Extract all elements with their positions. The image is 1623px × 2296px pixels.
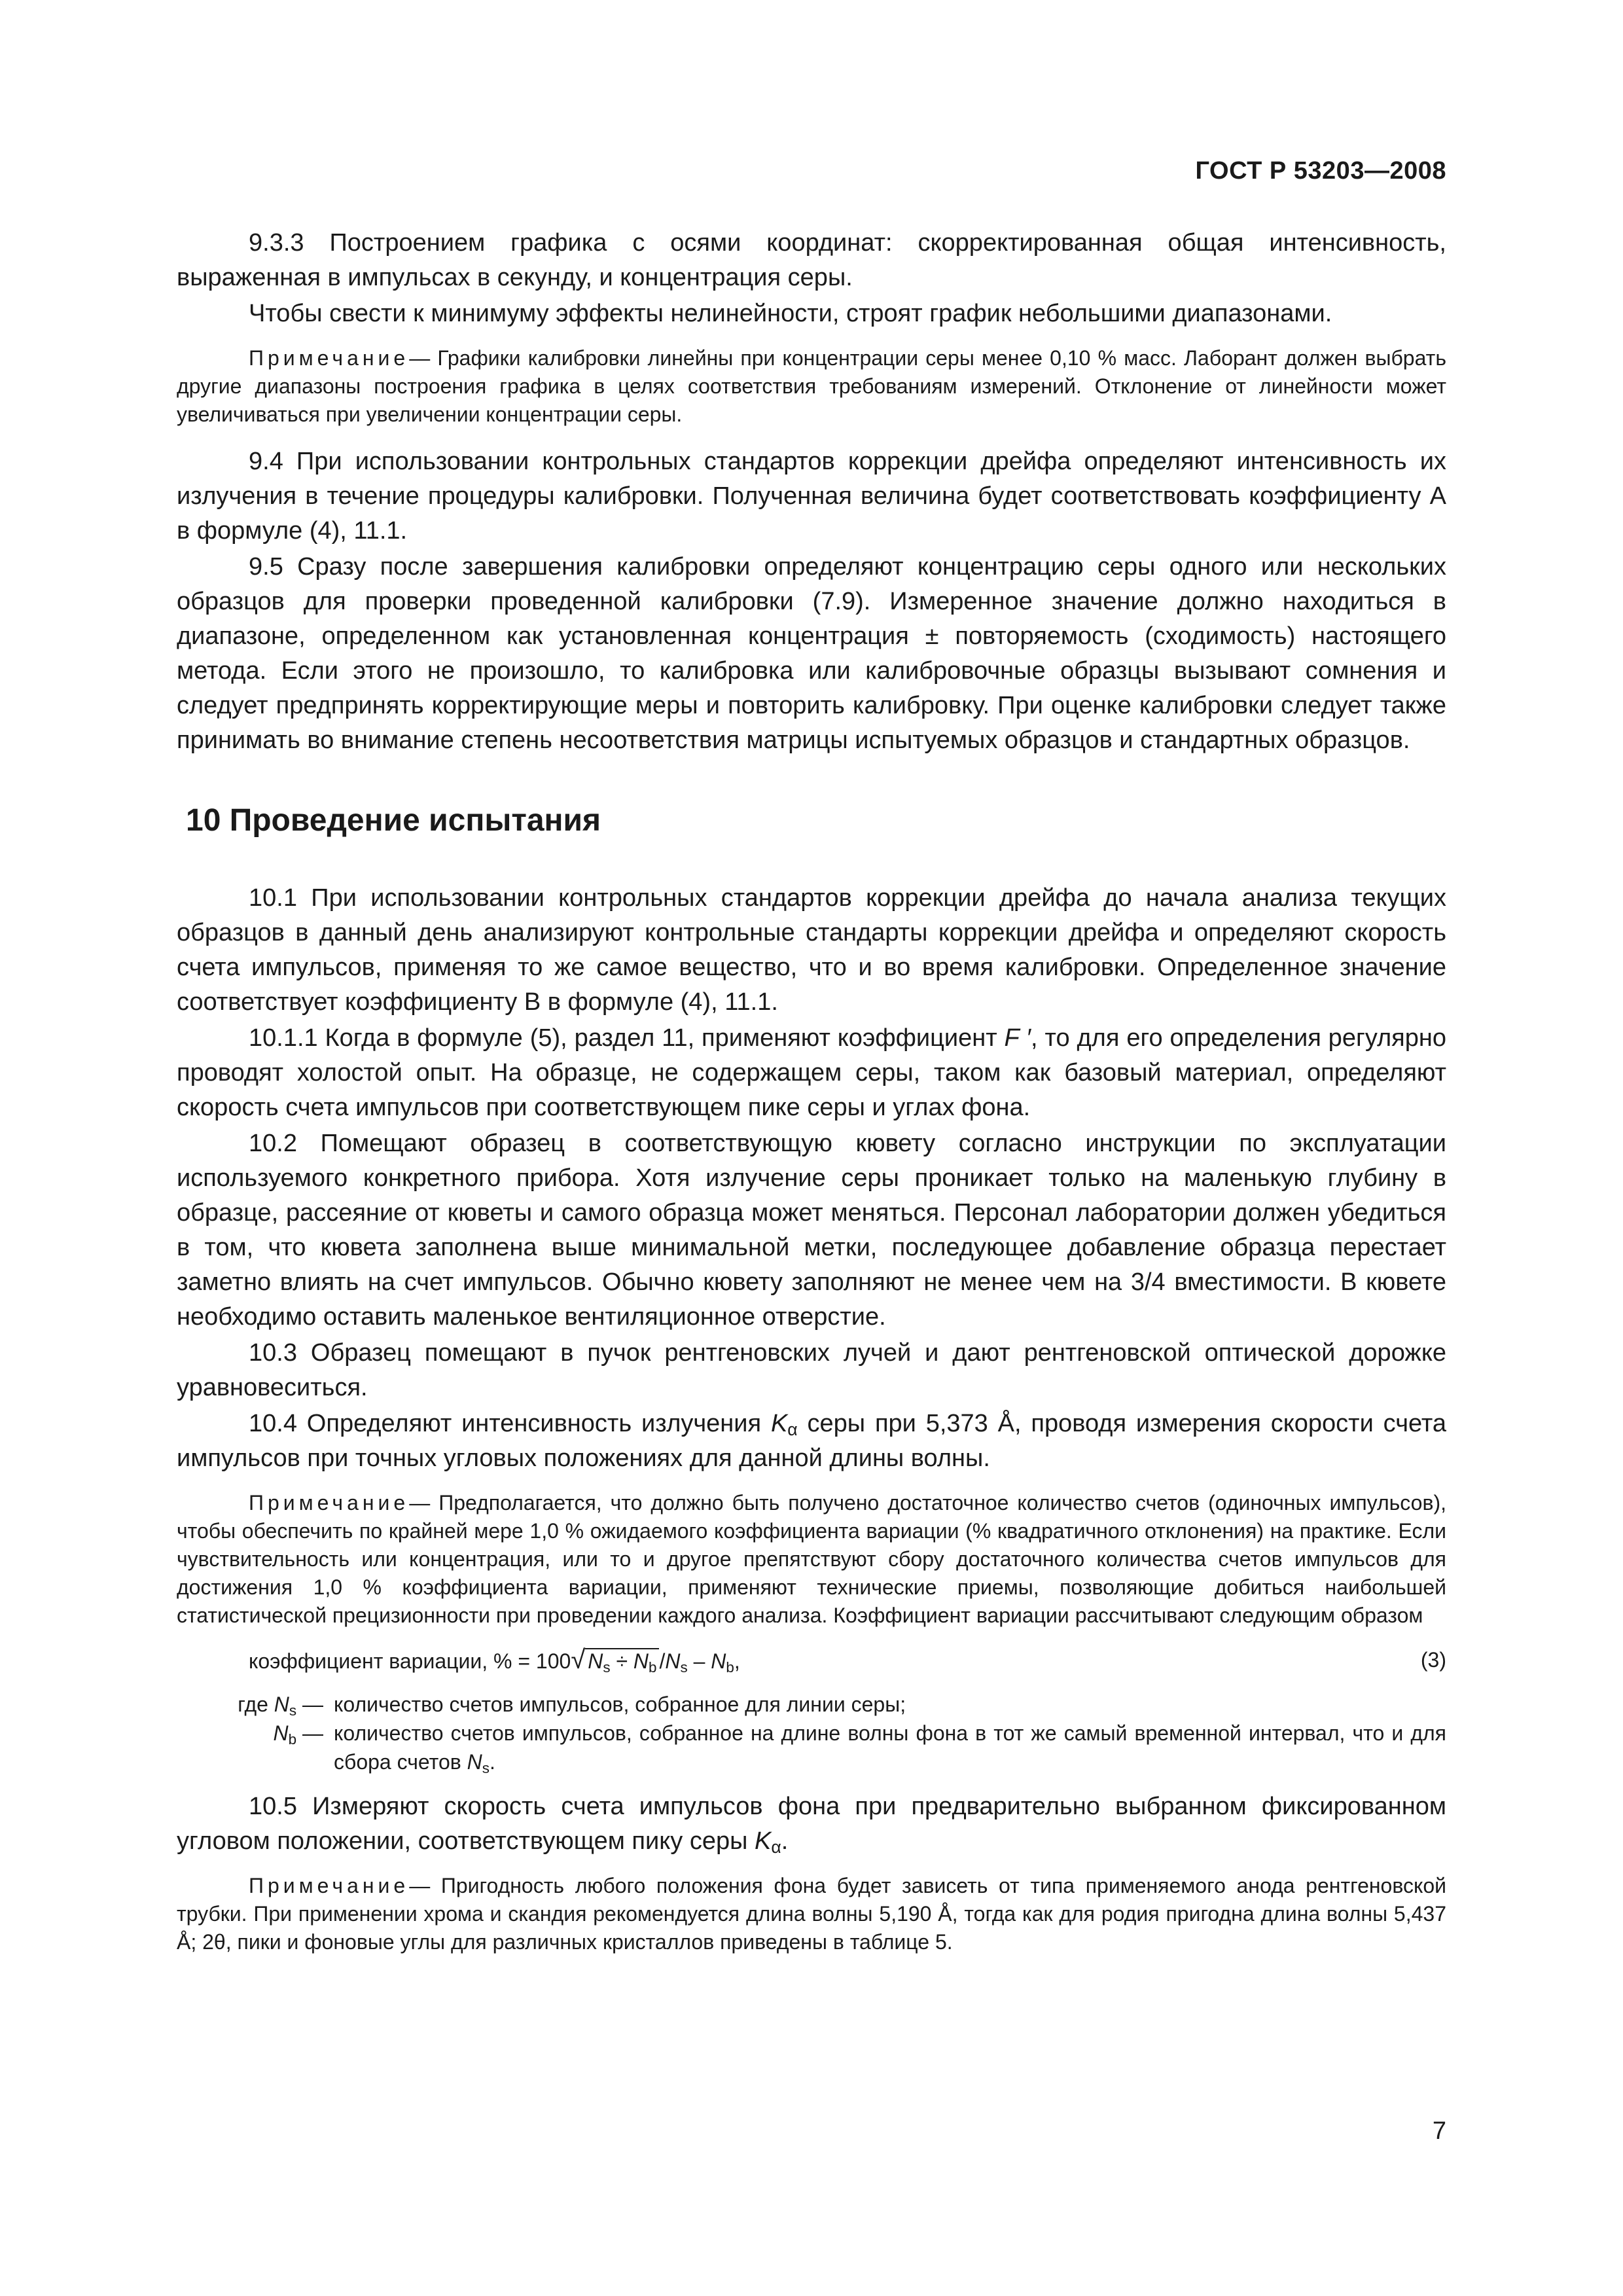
paragraph-10-1-1-text: 10.1.1 Когда в формуле (5), раздел 11, применяют коэффициент <box>249 1024 1005 1052</box>
legend-row-ns <box>177 1690 1446 1719</box>
where-prefix: где <box>238 1693 268 1716</box>
paragraph-9-5: 9.5 Сразу после завершения калибровки определяют концентрацию серы одного или нескольких образцов для проверки проведенной калибровки (7.9). Измеренное значение должно находиться в диапазоне, определенном как установленная концентрация ± повторяемость (сходимость) настоящего метода. Если этого не произошло, то калибровка или калибровочные образцы вызывают сомнения и следует предпринять корректирующие меры и повторить калибровку. При оценке калибровки следует также принимать во внимание степень несоответствия матрицы испытуемых образцов и стандартных образцов. <box>177 553 1446 754</box>
formula-number: (3) <box>1420 1648 1446 1672</box>
formula-legend <box>177 1690 1446 1776</box>
paragraph-10-5-end: . <box>781 1827 789 1855</box>
legend-dash: — <box>302 1693 323 1716</box>
paragraph-9-3-3-continued: Чтобы свести к минимуму эффекты нелинейности, строят график небольшими диапазонами. <box>249 300 1332 327</box>
paragraph-10-1: 10.1 При использовании контрольных стандартов коррекции дрейфа до начала анализа текущих образцов в данный день анализируют контрольные стандарты коррекции дрейфа и определяют скорость счета импульсов, применяя то же самое вещество, что и во время калибровки. Определенное значение соответствует коэффициенту В в формуле (4), 11.1. <box>177 884 1446 1016</box>
legend-definition-ns: количество счетов импульсов, собранное для линии серы; <box>334 1693 906 1716</box>
k-alpha-symbol: K <box>770 1410 788 1437</box>
paragraph-10-4-text: 10.4 Определяют интенсивность излучения <box>249 1410 771 1437</box>
note-label: Примечание <box>249 346 410 370</box>
symbol-n: N <box>273 1721 289 1745</box>
page-number: 7 <box>1432 2117 1446 2145</box>
coefficient-f-prime: F ′ <box>1004 1024 1031 1052</box>
standard-header: ГОСТ Р 53203—2008 <box>1195 157 1446 185</box>
note-calibration-linearity <box>177 344 1446 429</box>
legend-row-nb <box>177 1719 1446 1776</box>
note-text: — Предполагается, что должно быть получено достаточное количество счетов (одиночных импульсов), чтобы обеспечить по крайней мере 1,0 % ожидаемого коэффициента вариации (% квадратичного отклонения) на практике. Если чувствительность или концентрация, или то и другое препятствуют сбору достаточного количества счетов импульсов для достижения 1,0 % коэффициента вариации, применяют технические приемы, позволяющие добиться наибольшей статистической прецизионности при проведении каждого анализа. Коэффициент вариации рассчитывают следующим образом <box>177 1491 1446 1627</box>
alpha-subscript: α <box>787 1420 798 1439</box>
paragraph-9-3-3: 9.3.3 Построением графика с осями координат: скорректированная общая интенсивность, выраженная в импульсах в секунду, и концентрация серы. <box>177 229 1446 291</box>
note-label: Примечание <box>249 1491 410 1515</box>
alpha-subscript: α <box>771 1837 781 1857</box>
k-alpha-symbol: K <box>754 1827 772 1855</box>
paragraph-9-4: 9.4 При использовании контрольных стандартов коррекции дрейфа определяют интенсивность их излучения в течение процедуры калибровки. Полученная величина будет соответствовать коэффициенту А в формуле (4), 11.1. <box>177 448 1446 545</box>
subscript-s: s <box>289 1702 297 1719</box>
note-text: — Пригодность любого положения фона будет зависеть от типа применяемого анода рентгеновской трубки. При применении хрома и скандия рекомендуется длина волны 5,190 Å, тогда как для родия пригодна длина волны 5,437 Å; 2θ, пики и фоновые углы для различных кристаллов приведены в таблице 5. <box>177 1874 1446 1954</box>
sqrt-radicand: $N_s \div N_b$ <box>585 1648 659 1673</box>
paragraph-10-1-1 <box>177 1021 1446 1125</box>
symbol-n: N <box>274 1693 289 1716</box>
paragraph-10-1-1-rest: , то для его определения регулярно проводят холостой опыт. На образце, не содержащем серы, таком как базовый материал, определяют скорость счета импульсов при соответствующем пике серы и углах фона. <box>177 1024 1446 1121</box>
legend-symbol-ns <box>177 1690 334 1719</box>
sqrt-sign: √ <box>571 1645 586 1674</box>
section-10-title: 10 Проведение испытания <box>186 803 601 838</box>
note-text: — Графики калибровки линейны при концентрации серы менее 0,10 % масс. Лаборант должен выбрать другие диапазоны построения графика в целях соответствия требованиям измерений. Отклонение от линейности может увеличиваться при увеличении концентрации серы. <box>177 346 1446 426</box>
note-label: Примечание <box>249 1874 410 1897</box>
legend-symbol-nb <box>177 1719 334 1776</box>
paragraph-10-5 <box>177 1789 1446 1859</box>
formula-lhs: коэффициент вариации, % = 100 <box>249 1649 571 1673</box>
page-content <box>177 226 1446 1972</box>
note-coefficient-variation <box>177 1489 1446 1630</box>
formula-expression: коэффициент вариации, % = 100√ $N_s \div N_b$ $/N_s - N_b$, <box>249 1645 740 1676</box>
paragraph-10-4 <box>177 1407 1446 1476</box>
formula-3 <box>177 1645 1446 1678</box>
subscript-b: b <box>288 1731 297 1748</box>
legend-definition-nb: количество счетов импульсов, собранное на длине волны фона в тот же самый временной интервал, что и для сбора счетов $N_s$. <box>334 1721 1446 1776</box>
paragraph-10-2: 10.2 Помещают образец в соответствующую кювету согласно инструкции по эксплуатации используемого конкретного прибора. Хотя излучение серы проникает только на маленькую глубину в образце, рассеяние от кюветы и самого образца может меняться. Персонал лаборатории должен убедиться в том, что кювета заполнена выше минимальной метки, последующее добавление образца перестает заметно влиять на счет импульсов. Обычно кювету заполняют не менее чем на 3/4 вместимости. В кювете необходимо оставить маленькое вентиляционное отверстие. <box>177 1130 1446 1331</box>
paragraph-10-3: 10.3 Образец помещают в пучок рентгеновских лучей и дают рентгеновской оптической дорожке уравновеситься. <box>177 1339 1446 1401</box>
legend-definition-nb-text: количество счетов импульсов, собранное на длине волны фона в тот же самый временной интервал, что и для сбора счетов <box>334 1721 1446 1774</box>
note-background-position <box>177 1872 1446 1956</box>
paragraph-10-5-text: 10.5 Измеряют скорость счета импульсов фона при предварительно выбранном фиксированном угловом положении, соответствующем пику серы <box>177 1793 1446 1855</box>
paragraph-10-4-rest: серы при 5,373 Å, проводя измерения скорости счета импульсов при точных угловых положениях для данной длины волны. <box>177 1410 1446 1472</box>
legend-dash: — <box>302 1721 323 1745</box>
